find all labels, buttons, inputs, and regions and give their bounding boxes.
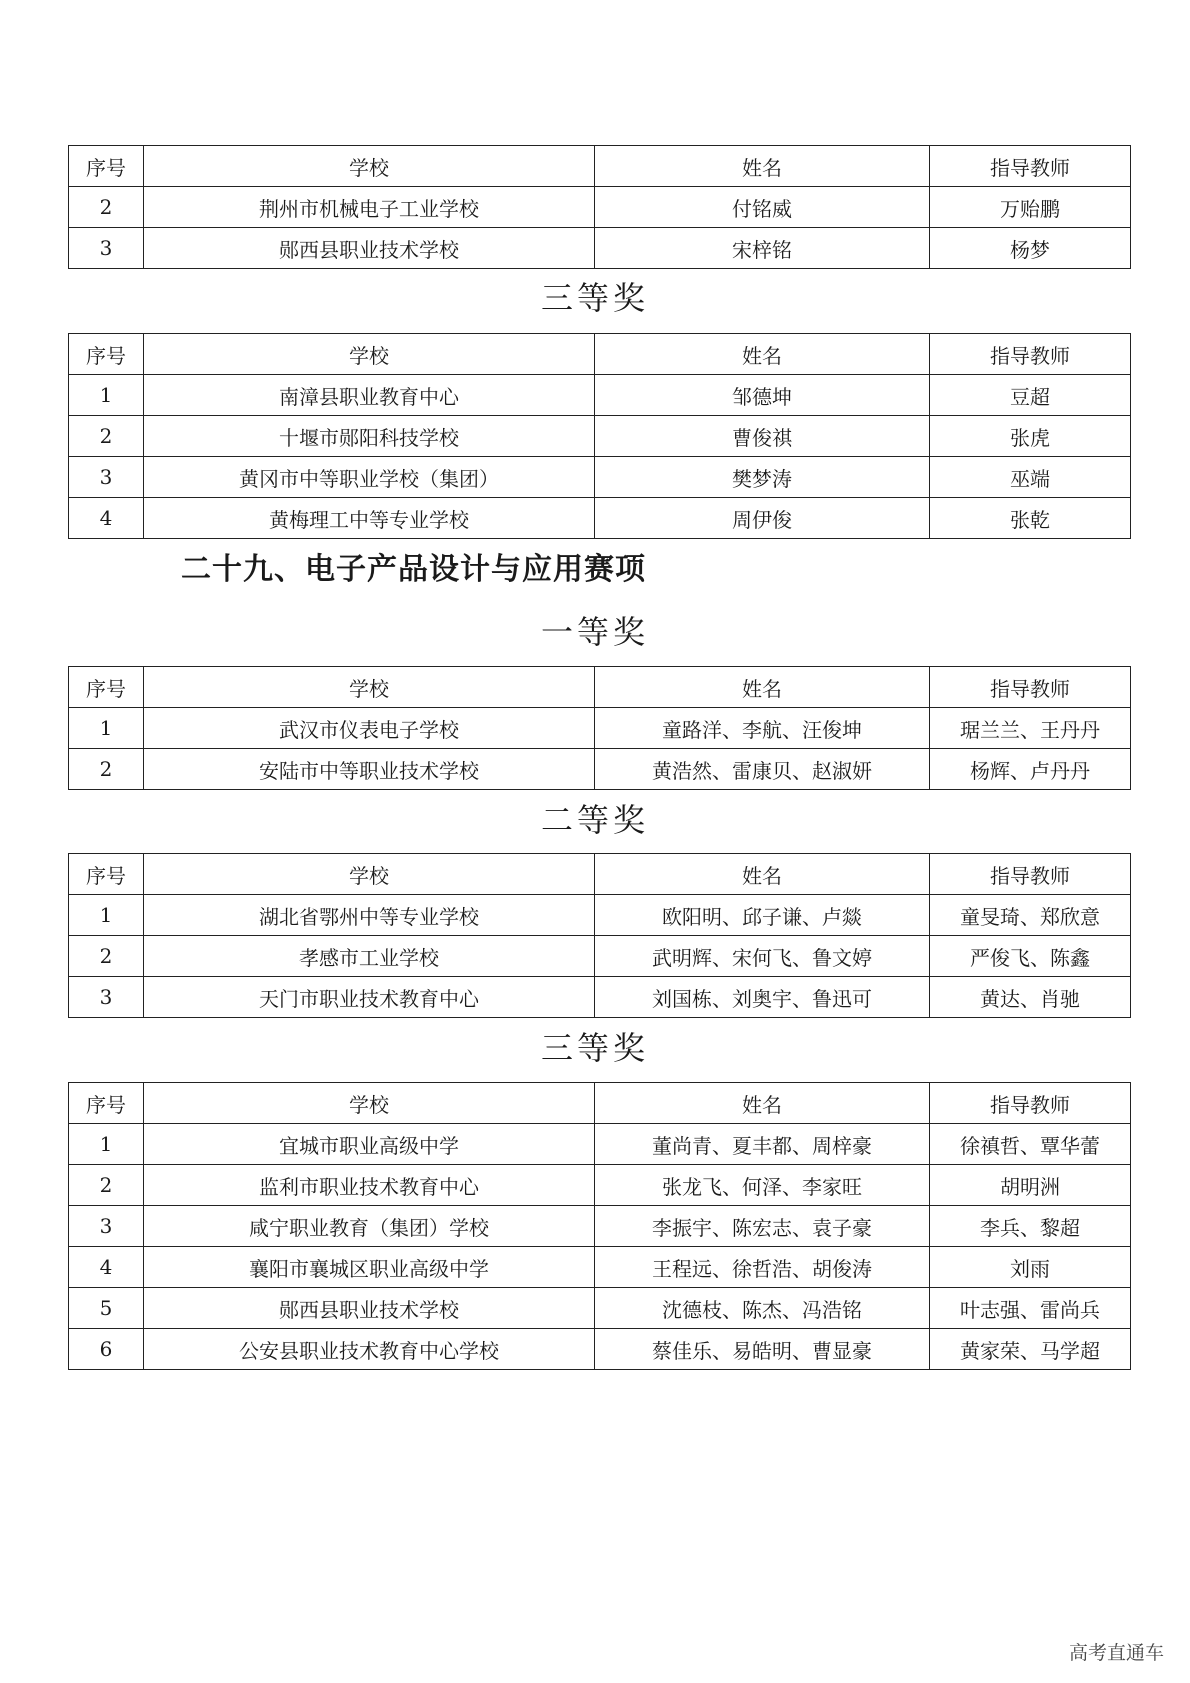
table-row [69,375,1131,416]
cell-name: 曹俊祺 [595,416,930,457]
table-row [69,187,1131,228]
third-prize-table-prev [68,333,1131,539]
cell-seq: 2 [69,187,144,228]
watermark: 高考直通车 [1068,1642,1164,1664]
column-header-teacher: 指导教师 [930,334,1131,375]
column-header-teacher: 指导教师 [930,1083,1131,1124]
cell-teacher: 叶志强、雷尚兵 [930,1288,1131,1329]
column-header-seq: 序号 [69,854,144,895]
table-header-row [69,334,1131,375]
cell-teacher: 严俊飞、陈鑫 [930,936,1131,977]
cell-teacher: 徐禛哲、覃华蕾 [930,1124,1131,1165]
column-header-school: 学校 [144,1083,595,1124]
second-prize-heading: 二等奖 [540,801,649,839]
cell-teacher: 琚兰兰、王丹丹 [930,708,1131,749]
table-row [69,708,1131,749]
cell-school: 南漳县职业教育中心 [144,375,595,416]
table-header-row [69,667,1131,708]
cell-name: 刘国栋、刘奥宇、鲁迅可 [595,977,930,1018]
table-row [69,749,1131,790]
cell-seq: 3 [69,228,144,269]
cell-school: 湖北省鄂州中等专业学校 [144,895,595,936]
cell-school: 荆州市机械电子工业学校 [144,187,595,228]
cell-teacher: 巫端 [930,457,1131,498]
first-prize-table [68,666,1131,790]
cell-school: 黄冈市中等职业学校（集团） [144,457,595,498]
cell-seq: 2 [69,749,144,790]
table-row [69,457,1131,498]
cell-teacher: 黄达、肖驰 [930,977,1131,1018]
cell-seq: 4 [69,1247,144,1288]
table-header-row [69,854,1131,895]
table-row [69,1124,1131,1165]
cell-name: 邹德坤 [595,375,930,416]
table-header-row [69,1083,1131,1124]
cell-teacher: 刘雨 [930,1247,1131,1288]
cell-school: 黄梅理工中等专业学校 [144,498,595,539]
cell-name: 沈德枝、陈杰、冯浩铭 [595,1288,930,1329]
cell-name: 欧阳明、邱子谦、卢燚 [595,895,930,936]
column-header-teacher: 指导教师 [930,854,1131,895]
cell-seq: 4 [69,498,144,539]
cell-seq: 2 [69,1165,144,1206]
cell-school: 安陆市中等职业技术学校 [144,749,595,790]
table-row [69,977,1131,1018]
column-header-name: 姓名 [595,146,930,187]
table-row [69,1206,1131,1247]
table-row [69,936,1131,977]
column-header-teacher: 指导教师 [930,667,1131,708]
cell-name: 周伊俊 [595,498,930,539]
cell-seq: 1 [69,708,144,749]
cell-name: 武明辉、宋何飞、鲁文婷 [595,936,930,977]
cell-seq: 2 [69,936,144,977]
column-header-seq: 序号 [69,667,144,708]
cell-teacher: 万贻鹏 [930,187,1131,228]
cell-seq: 1 [69,375,144,416]
table-row [69,1329,1131,1370]
column-header-seq: 序号 [69,146,144,187]
cell-seq: 3 [69,1206,144,1247]
cell-teacher: 豆超 [930,375,1131,416]
table-header-row [69,146,1131,187]
cell-name: 黄浩然、雷康贝、赵淑妍 [595,749,930,790]
cell-seq: 3 [69,977,144,1018]
cell-school: 十堰市郧阳科技学校 [144,416,595,457]
third-prize-heading-prev: 三等奖 [540,279,649,317]
column-header-school: 学校 [144,146,595,187]
cell-name: 董尚青、夏丰都、周梓豪 [595,1124,930,1165]
cell-teacher: 张乾 [930,498,1131,539]
cell-seq: 1 [69,1124,144,1165]
cell-seq: 2 [69,416,144,457]
cell-name: 蔡佳乐、易皓明、曹显豪 [595,1329,930,1370]
cell-school: 咸宁职业教育（集团）学校 [144,1206,595,1247]
cell-school: 公安县职业技术教育中心学校 [144,1329,595,1370]
table-row [69,1165,1131,1206]
column-header-name: 姓名 [595,667,930,708]
column-header-teacher: 指导教师 [930,146,1131,187]
column-header-school: 学校 [144,334,595,375]
cell-name: 李振宇、陈宏志、袁子豪 [595,1206,930,1247]
third-prize-table [68,1082,1131,1370]
cell-name: 樊梦涛 [595,457,930,498]
cell-school: 襄阳市襄城区职业高级中学 [144,1247,595,1288]
cell-seq: 5 [69,1288,144,1329]
second-prize-table [68,853,1131,1018]
cell-seq: 1 [69,895,144,936]
table-row [69,1288,1131,1329]
cell-name: 王程远、徐哲浩、胡俊涛 [595,1247,930,1288]
column-header-seq: 序号 [69,1083,144,1124]
cell-name: 宋梓铭 [595,228,930,269]
column-header-name: 姓名 [595,334,930,375]
table-row [69,228,1131,269]
third-prize-heading: 三等奖 [540,1029,649,1067]
cell-school: 孝感市工业学校 [144,936,595,977]
column-header-seq: 序号 [69,334,144,375]
cell-school: 武汉市仪表电子学校 [144,708,595,749]
table-row [69,498,1131,539]
cell-seq: 6 [69,1329,144,1370]
table-row [69,1247,1131,1288]
table-row [69,416,1131,457]
cell-school: 郧西县职业技术学校 [144,228,595,269]
cell-teacher: 黄家荣、马学超 [930,1329,1131,1370]
cell-teacher: 李兵、黎超 [930,1206,1131,1247]
cell-name: 付铭威 [595,187,930,228]
cell-seq: 3 [69,457,144,498]
first-prize-heading: 一等奖 [540,613,649,651]
table-row [69,895,1131,936]
cell-school: 天门市职业技术教育中心 [144,977,595,1018]
cell-teacher: 胡明洲 [930,1165,1131,1206]
award-table-continued [68,145,1131,269]
cell-teacher: 张虎 [930,416,1131,457]
cell-name: 童路洋、李航、汪俊坤 [595,708,930,749]
cell-school: 监利市职业技术教育中心 [144,1165,595,1206]
section-title: 二十九、电子产品设计与应用赛项 [181,552,646,587]
column-header-name: 姓名 [595,854,930,895]
column-header-school: 学校 [144,667,595,708]
cell-teacher: 杨辉、卢丹丹 [930,749,1131,790]
column-header-name: 姓名 [595,1083,930,1124]
cell-teacher: 童旻琦、郑欣意 [930,895,1131,936]
cell-school: 郧西县职业技术学校 [144,1288,595,1329]
column-header-school: 学校 [144,854,595,895]
cell-teacher: 杨梦 [930,228,1131,269]
cell-name: 张龙飞、何泽、李家旺 [595,1165,930,1206]
cell-school: 宜城市职业高级中学 [144,1124,595,1165]
